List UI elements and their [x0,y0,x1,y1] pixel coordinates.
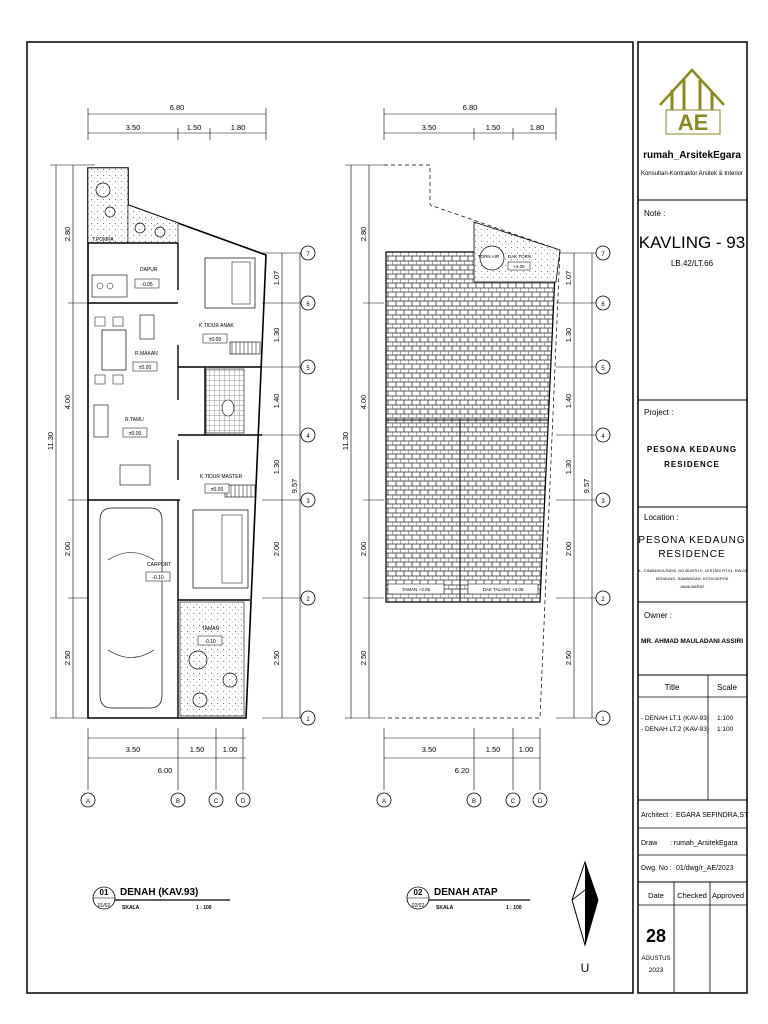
p1-row-4: 4 [306,434,310,440]
p2-dim-right-total: 9.57 [582,478,591,494]
p2-row-3: 3 [601,499,605,505]
p1-col-b: B [175,799,181,805]
p2-col-b: B [471,799,477,805]
p2-row-1: 1 [601,717,605,723]
north-letter: U [580,961,590,975]
p1-dim-left-3: 2.00 [63,541,72,557]
area-text: LB.42/LT.66 [670,259,714,268]
project-label: Project : [644,408,674,417]
p1-row-7: 7 [306,252,310,258]
p2-col-c: C [510,799,516,805]
room-carport: CARPORT [147,562,172,568]
p1-row-6: 6 [306,302,310,308]
room-carport-level: -0.10 [152,575,164,581]
project-line1: PESONA KEDAUNG [646,445,738,454]
p1-number: 01 [99,888,109,897]
architect-label: Architect : [641,812,673,819]
draw-value: : rumah_ArsitekEgara [670,840,738,847]
dwg-value: 01/dwg/r_AE/2023 [676,865,734,872]
room-rmakan: R.MAKAN [135,351,158,357]
p1-dim-right-total: 9.57 [290,478,299,494]
approved-col-header: Approved [711,891,745,900]
p2-dim-left-4: 2.50 [359,650,368,666]
p1-dim-right-5: 2.00 [272,541,281,557]
p2-dim-left-2: 4.00 [359,394,368,410]
p1-sheet: 01/02 [97,903,111,909]
p1-col-d: D [240,799,246,805]
p1-dim-left-1: 2.80 [63,226,72,242]
dwg-label: Dwg. No : [641,865,672,872]
owner-label: Owner : [644,611,673,620]
p2-dim-bottom-total: 6.20 [454,766,470,775]
p1-skala: SKALA [122,905,140,911]
p2-col-a: A [381,799,387,805]
floor-plan-1 [46,103,315,911]
room-ktidur-anak: K.TIDUR ANAK [199,323,234,329]
p1-dim-left-total: 11.30 [46,431,55,451]
p1-dim-right-3: 1.40 [272,393,281,409]
p1-dim-bottom-2: 1.50 [189,745,205,754]
roof-plan-2 [341,103,610,911]
p2-dim-bottom-3: 1.00 [518,745,534,754]
p1-dim-top-3: 1.80 [230,123,246,132]
location-label: Location : [644,513,679,522]
room-rtamu-level: ±0.00 [128,431,142,437]
title-row-2: - DENAH LT.2 (KAV-93) [641,726,710,733]
kavling-title: KAVLING - 93 [638,233,746,252]
date-col-header: Date [648,891,664,900]
p2-dim-right-5: 2.00 [564,541,573,557]
p1-row-1: 1 [306,717,310,723]
draw-label: Draw [641,840,658,847]
date-year: 2023 [648,967,664,974]
p2-dim-top-3: 1.80 [529,123,545,132]
p1-col-c: C [213,799,219,805]
location-line2: RESIDENCE [658,549,726,560]
p1-row-5: 5 [306,366,310,372]
p1-dim-right-4: 1.30 [272,459,281,475]
firm-tagline: Konsultan-Kontraktor Arsitek & Interior [640,171,744,177]
p2-dim-bottom-2: 1.50 [485,745,501,754]
firm-name: rumah_ArsitekEgara [643,150,741,161]
p1-dim-bottom-3: 1.00 [222,745,238,754]
p2-skala: SKALA [436,905,454,911]
scale-row-2: 1:100 [717,726,734,733]
p2-row-6: 6 [601,302,605,308]
torn-level-value: +4.05 [513,264,525,269]
p2-number: 02 [413,888,423,897]
scale-row-1: 1:100 [717,715,734,722]
date-month: AGUSTUS [641,956,671,962]
project-line2: RESIDENCE [664,460,720,469]
p1-dim-right-6: 2.50 [272,650,281,666]
p1-dim-bottom-total: 6.00 [157,766,173,775]
p2-dim-top-total: 6.80 [462,103,478,112]
p2-dim-left-3: 2.00 [359,541,368,557]
room-taman: TAMAN [202,626,220,632]
p2-dim-right-2: 1.30 [564,327,573,343]
p2-row-4: 4 [601,434,605,440]
scale-col-header: Scale [716,683,738,692]
room-ktidur-master-level: ±0.00 [210,487,224,493]
room-ktidur-master: K.TIDUR MASTER [200,474,243,480]
p2-dim-right-3: 1.40 [564,393,573,409]
p2-dim-right-4: 1.30 [564,459,573,475]
p2-title: DENAH ATAP [434,887,498,898]
p1-dim-right-2: 1.30 [272,327,281,343]
p2-row-2: 2 [601,597,605,603]
dak-label-1: TAMAN +3.05 [401,587,431,592]
room-ktidur-anak-level: ±0.00 [208,337,222,343]
p2-dim-bottom-1: 3.50 [421,745,437,754]
p2-scale: 1 : 100 [506,905,522,911]
torn-label: TORN AIR [478,254,500,259]
p2-row-5: 5 [601,366,605,372]
room-dapur: DAPUR [140,267,158,273]
p2-dim-left-1: 2.80 [359,226,368,242]
p2-row-7: 7 [601,252,605,258]
p2-dim-top-1: 3.50 [421,123,437,132]
p1-dim-bottom-1: 3.50 [125,745,141,754]
room-taman-level: -0.10 [204,639,216,645]
room-rmakan-level: ±0.00 [138,365,152,371]
p1-dim-top-total: 6.80 [169,103,185,112]
p1-row-2: 2 [306,597,310,603]
architect-value: EGARA SEFINDRA,ST [676,812,749,819]
firm-logo [660,70,724,135]
owner-name: MR. AHMAD MAULADANI ASSIRI [640,638,744,645]
p1-dim-top-2: 1.50 [186,123,202,132]
p1-dim-right-1: 1.07 [272,270,281,286]
p2-sheet: 02/02 [411,903,425,909]
p1-col-a: A [85,799,91,805]
p2-col-d: D [537,799,543,805]
location-addr2: KEDAUNG, SAWANGAN, KOTA DEPOK [655,576,729,581]
location-addr3: JAWA BARAT [679,584,705,589]
p1-dim-top-1: 3.50 [125,123,141,132]
north-arrow-icon [572,862,598,975]
p2-dim-left-total: 11.30 [341,431,350,451]
logo-letters: AE [677,110,709,135]
note-label: Note : [644,209,666,218]
title-row-1: - DENAH LT.1 (KAV-93) [641,715,710,722]
p2-dim-right-1: 1.07 [564,270,573,286]
checked-col-header: Checked [677,891,707,900]
p1-dim-left-2: 4.00 [63,394,72,410]
room-rtamu: R.TAMU [125,417,144,423]
title-col-header: Title [664,683,680,692]
p2-dim-right-6: 2.50 [564,650,573,666]
p1-scale: 1 : 100 [196,905,212,911]
room-dapur-level: -0.05 [141,282,153,288]
torn-level-label: DAK TORN [508,254,532,259]
location-addr1: JL. CINANGKA RAYA, GG.BUNTU II, LESTARI RT.01, RW.03 [637,568,747,573]
date-day: 28 [645,926,667,946]
p1-title: DENAH (KAV.93) [120,887,199,898]
room-tpompa: T.POMPA [92,237,114,243]
dak-label-2: DAK TALANG +3.05 [482,587,524,592]
p1-dim-left-4: 2.50 [63,650,72,666]
location-line1: PESONA KEDAUNG [638,535,746,546]
p2-dim-top-2: 1.50 [485,123,501,132]
p1-row-3: 3 [306,499,310,505]
